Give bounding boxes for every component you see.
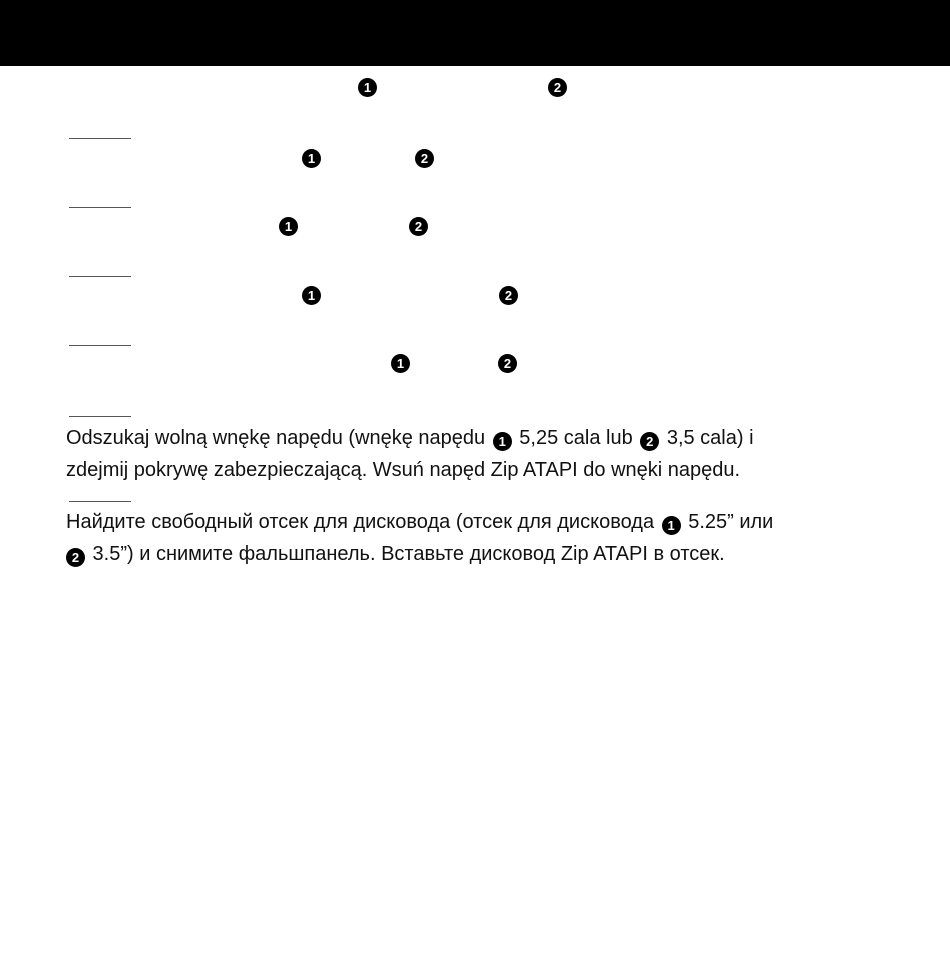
polish-line-2: zdejmij pokrywę zabezpieczającą. Wsuń napęd Zip ATAPI do wnęki napędu.: [66, 459, 741, 481]
number-badge-1: 1: [662, 516, 681, 535]
number-badge-2: 2: [415, 149, 434, 168]
number-badge-2: 2: [548, 78, 567, 97]
russian-line-1: Найдите свободный отсек для дисковода (отсек для дисковода 1 5.25” или: [66, 511, 774, 533]
number-badge-2: 2: [66, 548, 85, 567]
number-badge-2: 2: [498, 354, 517, 373]
polish-instructions: [66, 422, 886, 486]
number-badge-1: 1: [358, 78, 377, 97]
number-badge-2: 2: [640, 432, 659, 451]
number-badge-1: 1: [279, 217, 298, 236]
number-badge-1: 1: [302, 286, 321, 305]
section-divider: [69, 138, 131, 139]
number-badge-1: 1: [391, 354, 410, 373]
section-divider: [69, 345, 131, 346]
polish-line-1: Odszukaj wolną wnękę napędu (wnękę napędu 1 5,25 cala lub 2 3,5 cala) i: [66, 427, 754, 449]
section-divider: [69, 276, 131, 277]
section-divider: [69, 501, 131, 502]
russian-instructions: [66, 506, 886, 570]
section-divider: [69, 416, 131, 417]
number-badge-1: 1: [302, 149, 321, 168]
header-bar: [0, 0, 950, 66]
section-divider: [69, 207, 131, 208]
number-badge-2: 2: [409, 217, 428, 236]
russian-line-2: 2 3.5”) и снимите фальшпанель. Вставьте дисковод Zip ATAPI в отсек.: [66, 538, 886, 570]
number-badge-1: 1: [493, 432, 512, 451]
number-badge-2: 2: [499, 286, 518, 305]
